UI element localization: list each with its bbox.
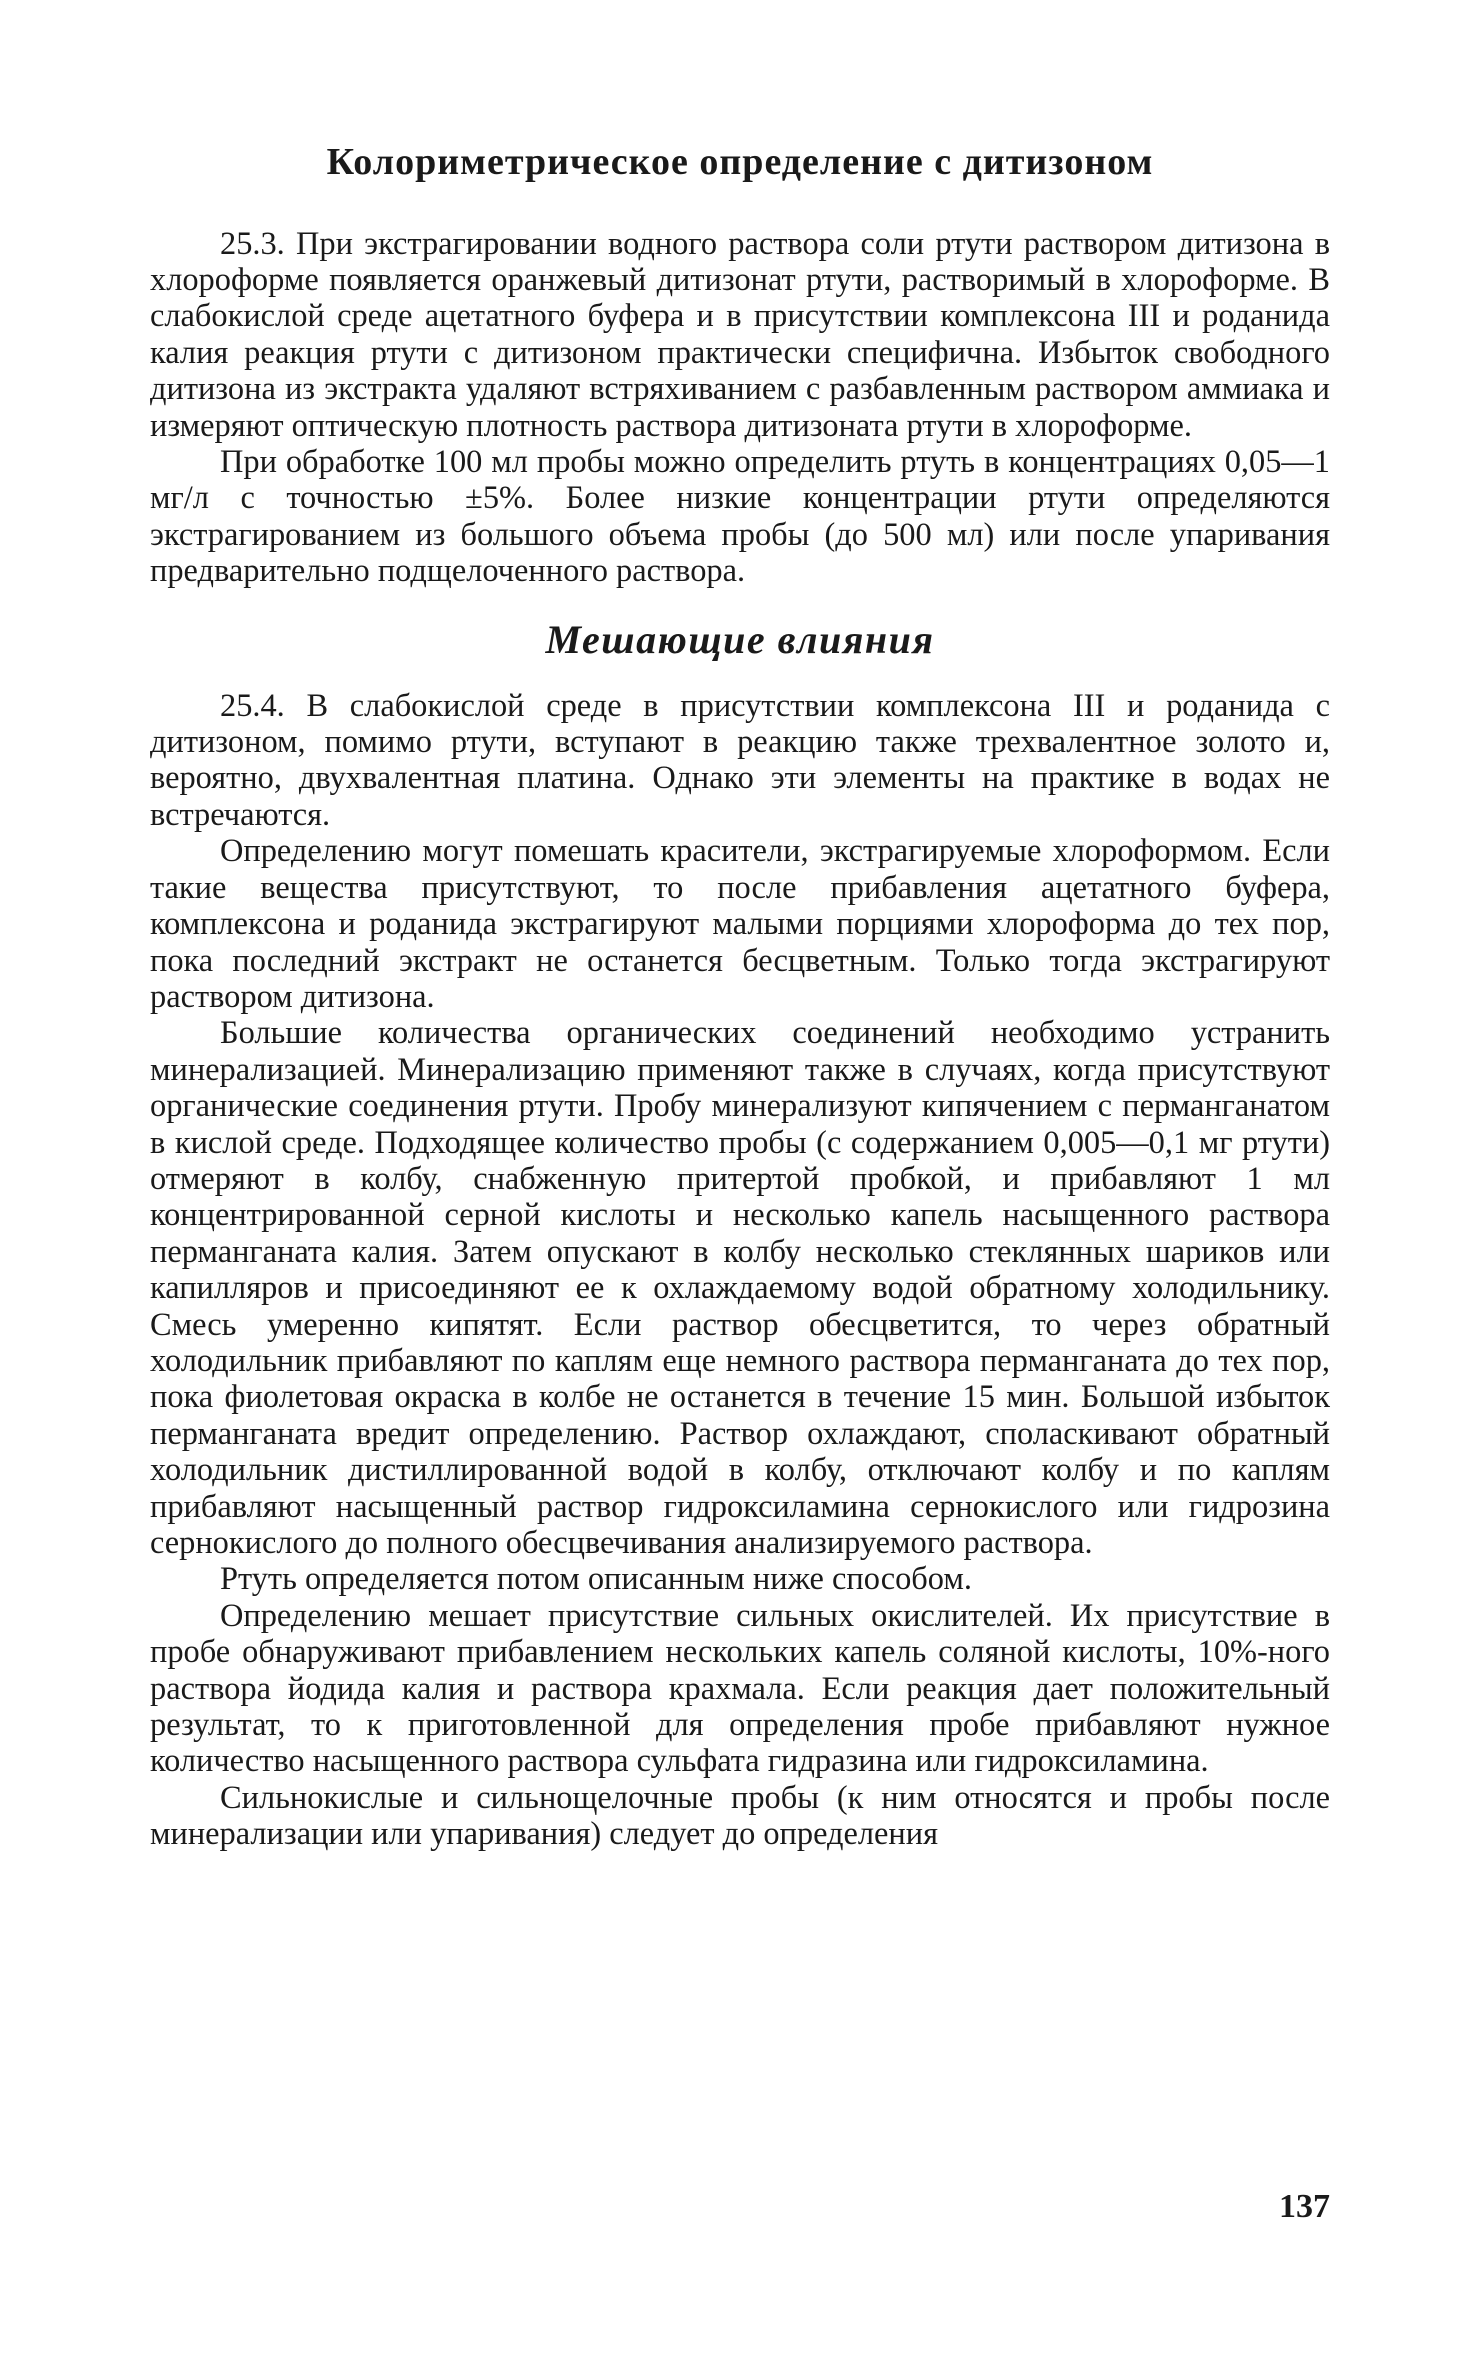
- paragraph: Большие количества органических соединений необходимо устранить минерализацией. Минерализацию применяют также в случаях, когда присутствуют органические соединения ртути. Пробу минерализуют кипячением с перманганатом в кислой среде. Подходящее количество пробы (с содержанием 0,005—0,1 мг ртути) отмеряют в колбу, снабженную притертой пробкой, и прибавляют 1 мл концентрированной серной кислоты и несколько капель насыщенного раствора перманганата калия. Затем опускают в колбу несколько стеклянных шариков или капилляров и присоединяют ее к охлаждаемому водой обратному холодильнику. Смесь умеренно кипятят. Если раствор обесцветится, то через обратный холодильник прибавляют по каплям еще немного раствора перманганата до тех пор, пока фиолетовая окраска в колбе не останется в течение 15 мин. Большой избыток перманганата вредит определению. Раствор охлаждают, споласкивают обратный холодильник дистиллированной водой в колбу, отключают колбу и по каплям прибавляют насыщенный раствор гидроксиламина сернокислого или гидрозина сернокислого до полного обесцвечивания анализируемого раствора.: [150, 1015, 1330, 1561]
- paragraph: Сильнокислые и сильнощелочные пробы (к ним относятся и пробы после минерализации или упаривания) следует до определения: [150, 1779, 1330, 1853]
- paragraph: 25.3. При экстрагировании водного раствора соли ртути раствором дитизона в хлороформе появляется оранжевый дитизонат ртути, растворимый в хлороформе. В слабокислой среде ацетатного буфера и в присутствии комплексона III и роданида калия реакция ртути с дитизоном практически специфична. Избыток свободного дитизона из экстракта удаляют встряхиванием с разбавленным раствором аммиака и измеряют оптическую плотность раствора дитизоната ртути в хлороформе.: [150, 225, 1330, 444]
- paragraph: Определению могут помешать красители, экстрагируемые хлороформом. Если такие вещества присутствуют, то после прибавления ацетатного буфера, комплексона и роданида экстрагируют малыми порциями хлороформа до тех пор, пока последний экстракт не останется бесцветным. Только тогда экстрагируют раствором дитизона.: [150, 833, 1330, 1015]
- paragraph: При обработке 100 мл пробы можно определить ртуть в концентрациях 0,05—1 мг/л с точностью ±5%. Более низкие концентрации ртути определяются экстрагированием из большого объема пробы (до 500 мл) или после упаривания предварительно подщелоченного раствора.: [150, 444, 1330, 590]
- subsection-heading: Мешающие влияния: [545, 616, 935, 662]
- section-heading: Колориметрическое определение с дитизоном: [326, 141, 1154, 183]
- paragraph: Определению мешает присутствие сильных окислителей. Их присутствие в пробе обнаруживают прибавлением нескольких капель соляной кислоты, 10%-ного раствора йодида калия и раствора крахмала. Если реакция дает положительный результат, то к приготовленной для определения пробе прибавляют нужное количество насыщенного раствора сульфата гидразина или гидроксиламина.: [150, 1597, 1330, 1780]
- page-number: 137: [1279, 2188, 1330, 2225]
- page-body: [150, 140, 1330, 1853]
- paragraph: Ртуть определяется потом описанным ниже способом.: [220, 1561, 972, 1598]
- paragraph: 25.4. В слабокислой среде в присутствии комплексона III и роданида с дитизоном, помимо ртути, вступают в реакцию также трехвалентное золото и, вероятно, двухвалентная платина. Однако эти элементы на практике в водах не встречаются.: [150, 687, 1330, 833]
